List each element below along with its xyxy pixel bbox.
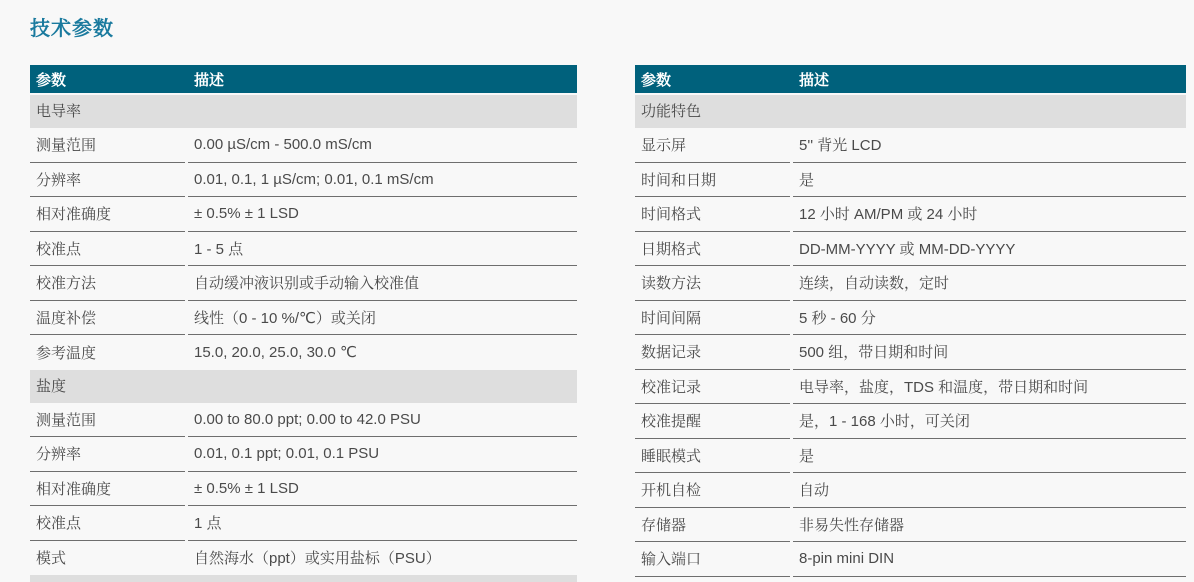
table-row xyxy=(30,335,577,370)
table-row xyxy=(30,403,577,438)
column-header-parameter: 参数 xyxy=(641,71,672,89)
parameter-cell: 校准点 xyxy=(30,506,185,541)
description-cell: 0.01, 0.1, 1 µS/cm; 0.01, 0.1 mS/cm xyxy=(188,163,577,198)
parameter-cell: 校准方法 xyxy=(30,266,185,301)
table-row xyxy=(30,541,577,576)
description-cell: 电导率，盐度，TDS 和温度，带日期和时间 xyxy=(793,370,1186,405)
parameter-cell: 时间间隔 xyxy=(635,301,790,336)
table-row xyxy=(635,473,1186,508)
parameter-cell: 日期格式 xyxy=(635,232,790,267)
table-row xyxy=(635,404,1186,439)
parameter-cell: 显示屏 xyxy=(635,128,790,163)
table-row xyxy=(30,506,577,541)
description-cell: DD-MM-YYYY 或 MM-DD-YYYY xyxy=(793,232,1186,267)
table-row xyxy=(635,335,1186,370)
parameter-cell: 测量范围 xyxy=(30,128,185,163)
description-cell: 是，1 - 168 小时，可关闭 xyxy=(793,404,1186,439)
parameter-cell: 数据记录 xyxy=(635,335,790,370)
table-row xyxy=(30,472,577,507)
section-row: 电导率 xyxy=(30,95,577,128)
table-row xyxy=(635,163,1186,198)
description-cell: 自动缓冲液识别或手动输入校准值 xyxy=(188,266,577,301)
description-cell: 12 小时 AM/PM 或 24 小时 xyxy=(793,197,1186,232)
description-cell: ± 0.5% ± 1 LSD xyxy=(188,472,577,507)
parameter-cell: 睡眠模式 xyxy=(635,439,790,474)
column-header-description: 描述 xyxy=(194,71,225,89)
parameter-cell: 相对准确度 xyxy=(30,472,185,507)
description-cell: 5'' 背光 LCD xyxy=(793,128,1186,163)
description-cell: ± 0.5% ± 1 LSD xyxy=(188,197,577,232)
parameter-cell: 参考温度 xyxy=(36,344,97,362)
description-cell: 5 秒 - 60 分 xyxy=(793,301,1186,336)
parameter-cell: 分辨率 xyxy=(30,163,185,198)
table-row xyxy=(635,197,1186,232)
description-cell: 非易失性存储器 xyxy=(793,508,1186,543)
table-header xyxy=(635,65,1186,93)
spec-table-right xyxy=(635,65,1186,577)
description-cell: 是 xyxy=(793,163,1186,198)
table-row xyxy=(635,232,1186,267)
parameter-cell: 相对准确度 xyxy=(30,197,185,232)
description-cell: 1 点 xyxy=(188,506,577,541)
table-header xyxy=(30,65,577,93)
parameter-cell: 读数方法 xyxy=(635,266,790,301)
parameter-cell: 校准记录 xyxy=(635,370,790,405)
parameter-cell: 分辨率 xyxy=(30,437,185,472)
table-row xyxy=(30,266,577,301)
table-row xyxy=(635,266,1186,301)
description-cell: 0.00 to 80.0 ppt; 0.00 to 42.0 PSU xyxy=(188,403,577,438)
table-row xyxy=(30,197,577,232)
parameter-cell: 时间格式 xyxy=(635,197,790,232)
parameter-cell: 输入端口 xyxy=(635,542,790,577)
description-cell: 自然海水（ppt）或实用盐标（PSU） xyxy=(194,550,441,568)
description-cell: 500 组，带日期和时间 xyxy=(793,335,1186,370)
description-cell: 0.00 µS/cm - 500.0 mS/cm xyxy=(188,128,577,163)
description-cell: 连续，自动读数，定时 xyxy=(793,266,1186,301)
page-title: 技术参数 xyxy=(30,18,114,40)
section-row: 盐度 xyxy=(30,370,577,403)
description-cell: 0.01, 0.1 ppt; 0.01, 0.1 PSU xyxy=(188,437,577,472)
table-row xyxy=(635,370,1186,405)
description-cell: 自动 xyxy=(793,473,1186,508)
description-cell: 线性（0 - 10 %/℃）或关闭 xyxy=(188,301,577,336)
table-row xyxy=(30,301,577,336)
section-row xyxy=(30,575,577,582)
table-row xyxy=(635,128,1186,163)
section-row: 功能特色 xyxy=(635,95,1186,128)
table-row xyxy=(635,301,1186,336)
table-row xyxy=(635,542,1186,577)
table-row xyxy=(30,163,577,198)
parameter-cell: 校准提醒 xyxy=(635,404,790,439)
column-header-description: 描述 xyxy=(799,71,830,89)
table-row xyxy=(30,128,577,163)
description-cell: 1 - 5 点 xyxy=(188,232,577,267)
parameter-cell: 模式 xyxy=(36,550,67,568)
parameter-cell: 时间和日期 xyxy=(635,163,790,198)
description-cell: 8-pin mini DIN xyxy=(793,542,1186,577)
parameter-cell: 存储器 xyxy=(635,508,790,543)
parameter-cell: 开机自检 xyxy=(635,473,790,508)
table-row xyxy=(635,439,1186,474)
description-cell: 是 xyxy=(793,439,1186,474)
parameter-cell: 校准点 xyxy=(30,232,185,267)
description-cell: 15.0, 20.0, 25.0, 30.0 ℃ xyxy=(194,344,357,362)
spec-table-left xyxy=(30,65,577,582)
parameter-cell: 温度补偿 xyxy=(30,301,185,336)
table-row xyxy=(30,437,577,472)
parameter-cell: 测量范围 xyxy=(30,403,185,438)
table-row xyxy=(635,508,1186,543)
table-row xyxy=(30,232,577,267)
column-header-parameter: 参数 xyxy=(36,71,67,89)
table-rows xyxy=(30,95,577,582)
table-rows xyxy=(635,95,1186,577)
